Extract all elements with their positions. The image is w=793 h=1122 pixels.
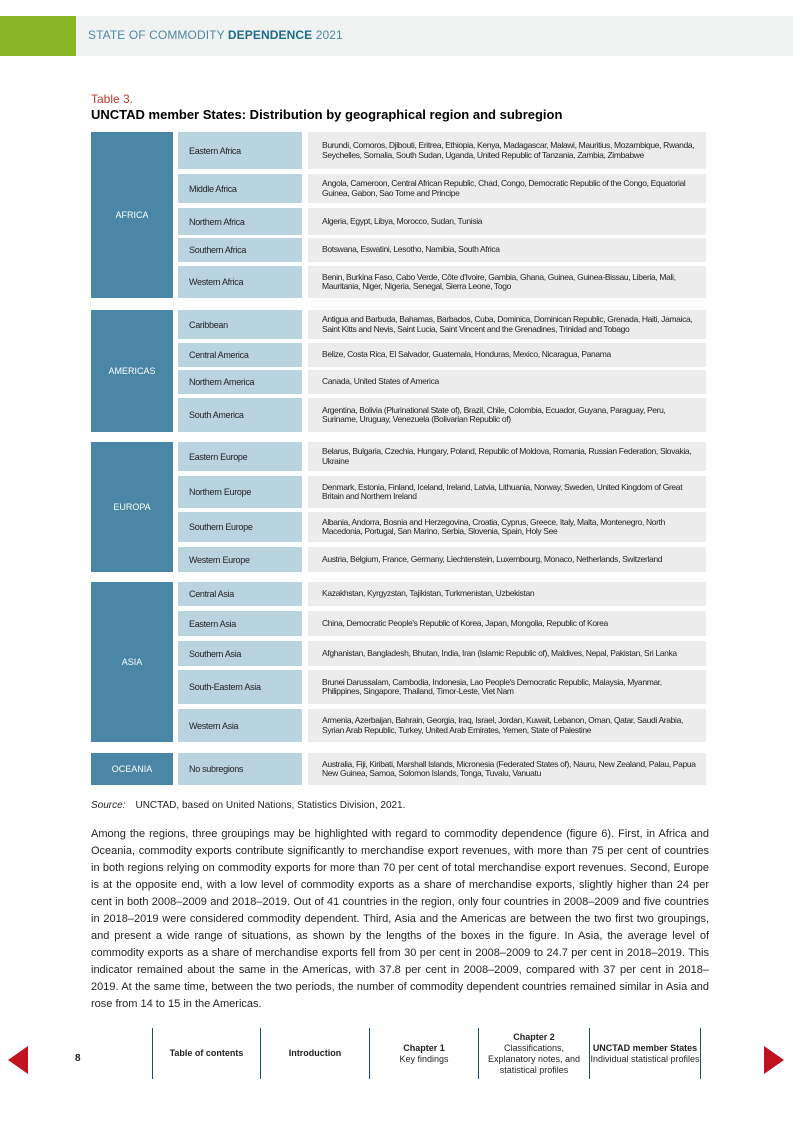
subregion-cell: Southern Europe (178, 512, 302, 542)
subregion-cell: Middle Africa (178, 174, 302, 203)
nav-introduction[interactable] (261, 1028, 369, 1079)
subregion-cell: Central Asia (178, 582, 302, 606)
nav-title: Table of contents (169, 1048, 244, 1058)
body-paragraph: Among the regions, three groupings may be highlighted with regard to commodity dependence (figure 6). First, in Africa and Oceania, commodity exports contribute significantly to merchandise export revenues, with more than 75 per cent of countries in both regions relying on commodity exports for more than 70 per cent of total merchandise export revenues. Second, Europe is at the opposite end, with a low level of commodity exports as a share of merchandise exports, slightly higher than 24 per cent in both 2008–2009 and 2018–2019. Out of 41 countries in the region, only four countries in 2008–2009 and five countries in 2018–2019 were considered commodity dependent. Third, Asia and the Americas are between the two first two groupings, and present a wide range of situations, as shown by the lengths of the boxes in the figure. In Asia, the average level of commodity exports as a share of merchandise exports fell from 30 per cent in 2008–2009 to 24.7 per cent in 2018–2019. This indicator remained about the same in the Americas, with 37.8 per cent in 2008–2009, compared with 37 per cent in 2018–2019. At the same time, between the two periods, the number of commodity dependent countries remained similar in Asia and rose from 14 to 15 in the Americas. (91, 828, 709, 1010)
subregion-cell: South-Eastern Asia (178, 670, 302, 704)
nav-table-of-contents[interactable] (153, 1028, 260, 1079)
countries-cell: Angola, Cameroon, Central African Republic, Chad, Congo, Democratic Republic of the Congo, Equatorial Guinea, Gabon, Sao Tome and Principe (308, 174, 706, 203)
nav-subtitle: Key findings (399, 1053, 449, 1064)
subregion-cell: No subregions (178, 753, 302, 785)
nav-divider (700, 1028, 701, 1079)
table-title: UNCTAD member States: Distribution by geographical region and subregion (91, 107, 563, 122)
countries-cell: Argentina, Bolivia (Plurinational State of), Brazil, Chile, Colombia, Ecuador, Guyana, Paraguay, Peru, Suriname, Uruguay, Venezuela (Bolivarian Republic of) (308, 398, 706, 432)
next-page-arrow-icon[interactable] (764, 1046, 784, 1074)
subregion-cell: Eastern Africa (178, 132, 302, 169)
nav-title: Chapter 1 (403, 1042, 445, 1053)
nav-chapter-2[interactable] (482, 1028, 586, 1079)
subregion-cell: Southern Africa (178, 238, 302, 262)
countries-cell: Antigua and Barbuda, Bahamas, Barbados, Cuba, Dominica, Dominican Republic, Grenada, Haiti, Jamaica, Saint Kitts and Nevis, Saint Lucia, Saint Vincent and the Grenadines, Trinidad and Tobago (308, 310, 706, 339)
countries-cell: Burundi, Comoros, Djibouti, Eritrea, Ethiopia, Kenya, Madagascar, Malawi, Mauritius, Mozambique, Rwanda, Seychelles, Somalia, South Sudan, Uganda, United Republic of Tanzania, Zambia, Zimbabwe (308, 132, 706, 169)
nav-title: UNCTAD member States (592, 1042, 698, 1053)
nav-unctad-member-states[interactable] (590, 1028, 700, 1079)
countries-cell: Armenia, Azerbaijan, Bahrain, Georgia, Iraq, Israel, Jordan, Kuwait, Lebanon, Oman, Qatar, Saudi Arabia, Syrian Arab Republic, Turkey, United Arab Emirates, Yemen, State of Palestine (308, 709, 706, 742)
subregion-cell: Northern Europe (178, 476, 302, 508)
header-prefix: STATE OF COMMODITY (88, 28, 228, 42)
countries-cell: Benin, Burkina Faso, Cabo Verde, Côte d'Ivoire, Gambia, Ghana, Guinea, Guinea-Bissau, Liberia, Mali, Mauritania, Niger, Nigeria, Senegal, Sierra Leone, Togo (308, 266, 706, 298)
countries-cell: Algeria, Egypt, Libya, Morocco, Sudan, Tunisia (308, 208, 706, 235)
region-africa: AFRICA (91, 132, 173, 298)
header-year: 2021 (312, 28, 343, 42)
table-source (91, 800, 405, 811)
subregion-cell: Eastern Europe (178, 442, 302, 471)
countries-cell: Afghanistan, Bangladesh, Bhutan, India, Iran (Islamic Republic of), Maldives, Nepal, Pakistan, Sri Lanka (308, 641, 706, 666)
subregion-cell: Northern Africa (178, 208, 302, 235)
running-header (88, 28, 343, 42)
countries-cell: Brunei Darussalam, Cambodia, Indonesia, Lao People's Democratic Republic, Malaysia, Myanmar, Philippines, Singapore, Thailand, Timor-Leste, Viet Nam (308, 670, 706, 704)
source-label: Source: (91, 800, 126, 811)
page-number: 8 (75, 1053, 81, 1064)
header-bold: DEPENDENCE (227, 28, 313, 42)
nav-title: Introduction (288, 1048, 342, 1058)
countries-cell: Belize, Costa Rica, El Salvador, Guatemala, Honduras, Mexico, Nicaragua, Panama (308, 343, 706, 367)
subregion-cell: Western Asia (178, 709, 302, 742)
subregion-cell: Southern Asia (178, 641, 302, 666)
countries-cell: Australia, Fiji, Kiribati, Marshall Islands, Micronesia (Federated States of), Nauru, New Zealand, Palau, Papua New Guinea, Samoa, Solomon Islands, Tonga, Tuvalu, Vanuatu (308, 753, 706, 785)
subregion-cell: Caribbean (178, 310, 302, 339)
table-label: Table 3. (91, 92, 134, 106)
previous-page-arrow-icon[interactable] (8, 1046, 28, 1074)
nav-subtitle: Individual statistical profiles (590, 1053, 700, 1064)
region-europa: EUROPA (91, 442, 173, 572)
source-text: UNCTAD, based on United Nations, Statistics Division, 2021. (135, 800, 406, 811)
nav-title: Chapter 2 (513, 1031, 555, 1042)
countries-cell: Denmark, Estonia, Finland, Iceland, Ireland, Latvia, Lithuania, Norway, Sweden, United Kingdom of Great Britain and Northern Ireland (308, 476, 706, 508)
subregion-cell: Northern America (178, 370, 302, 394)
countries-cell: China, Democratic People's Republic of Korea, Japan, Mongolia, Republic of Korea (308, 611, 706, 636)
region-oceania: OCEANIA (91, 753, 173, 785)
nav-chapter-1[interactable] (370, 1028, 478, 1079)
subregion-cell: South America (178, 398, 302, 432)
subregion-cell: Central America (178, 343, 302, 367)
countries-cell: Albania, Andorra, Bosnia and Herzegovina, Croatia, Cyprus, Greece, Italy, Malta, Montenegro, North Macedonia, Portugal, San Marino, Serbia, Slovenia, Spain, Holy See (308, 512, 706, 542)
subregion-cell: Western Africa (178, 266, 302, 298)
subregion-cell: Eastern Asia (178, 611, 302, 636)
countries-cell: Botswana, Eswatini, Lesotho, Namibia, South Africa (308, 238, 706, 262)
region-americas: AMERICAS (91, 310, 173, 432)
countries-cell: Belarus, Bulgaria, Czechia, Hungary, Poland, Republic of Moldova, Romania, Russian Federation, Slovakia, Ukraine (308, 442, 706, 471)
region-asia: ASIA (91, 582, 173, 742)
subregion-cell: Western Europe (178, 547, 302, 572)
countries-cell: Austria, Belgium, France, Germany, Liechtenstein, Luxembourg, Monaco, Netherlands, Switzerland (308, 547, 706, 572)
nav-divider (478, 1028, 479, 1079)
countries-cell: Kazakhstan, Kyrgyzstan, Tajikistan, Turkmenistan, Uzbekistan (308, 582, 706, 606)
countries-cell: Canada, United States of America (308, 370, 706, 394)
header-accent (0, 16, 76, 56)
nav-subtitle: Classifications, Explanatory notes, and statistical profiles (487, 1042, 581, 1075)
